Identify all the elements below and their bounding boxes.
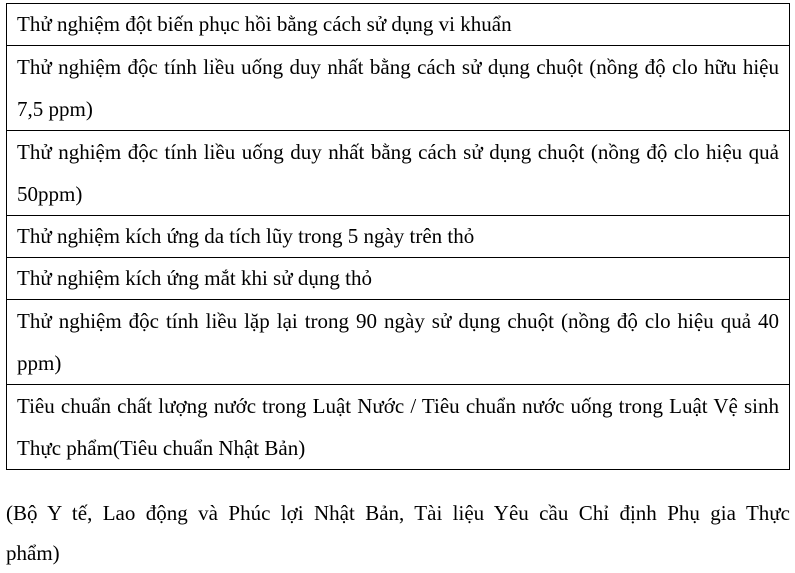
table-row [7,4,790,46]
table-row [7,216,790,258]
table-row [7,46,790,131]
table-cell-single-dose-oral-50ppm: Thử nghiệm độc tính liều uống duy nhất bằng cách sử dụng chuột (nồng độ clo hiệu quả 50ppm) [7,131,790,216]
table-row [7,300,790,385]
source-citation: (Bộ Y tế, Lao động và Phúc lợi Nhật Bản, Tài liệu Yêu cầu Chỉ định Phụ gia Thực phẩm) [6,501,790,565]
table-cell-water-quality-standards: Tiêu chuẩn chất lượng nước trong Luật Nước / Tiêu chuẩn nước uống trong Luật Vệ sinh Thực phẩm(Tiêu chuẩn Nhật Bản) [7,385,790,470]
table-cell-skin-irritation: Thử nghiệm kích ứng da tích lũy trong 5 ngày trên thỏ [7,216,790,258]
table-row [7,131,790,216]
test-list-table [6,3,790,470]
table-cell-bacterial-reverse-mutation: Thử nghiệm đột biến phục hồi bằng cách sử dụng vi khuẩn [7,4,790,46]
table-cell-eye-irritation: Thử nghiệm kích ứng mắt khi sử dụng thỏ [7,258,790,300]
table-row [7,258,790,300]
table-row [7,385,790,470]
table-cell-single-dose-oral-7-5ppm: Thử nghiệm độc tính liều uống duy nhất bằng cách sử dụng chuột (nồng độ clo hữu hiệu 7,5 ppm) [7,46,790,131]
table-cell-repeated-dose-90-days: Thử nghiệm độc tính liều lặp lại trong 90 ngày sử dụng chuột (nồng độ clo hiệu quả 40 ppm) [7,300,790,385]
